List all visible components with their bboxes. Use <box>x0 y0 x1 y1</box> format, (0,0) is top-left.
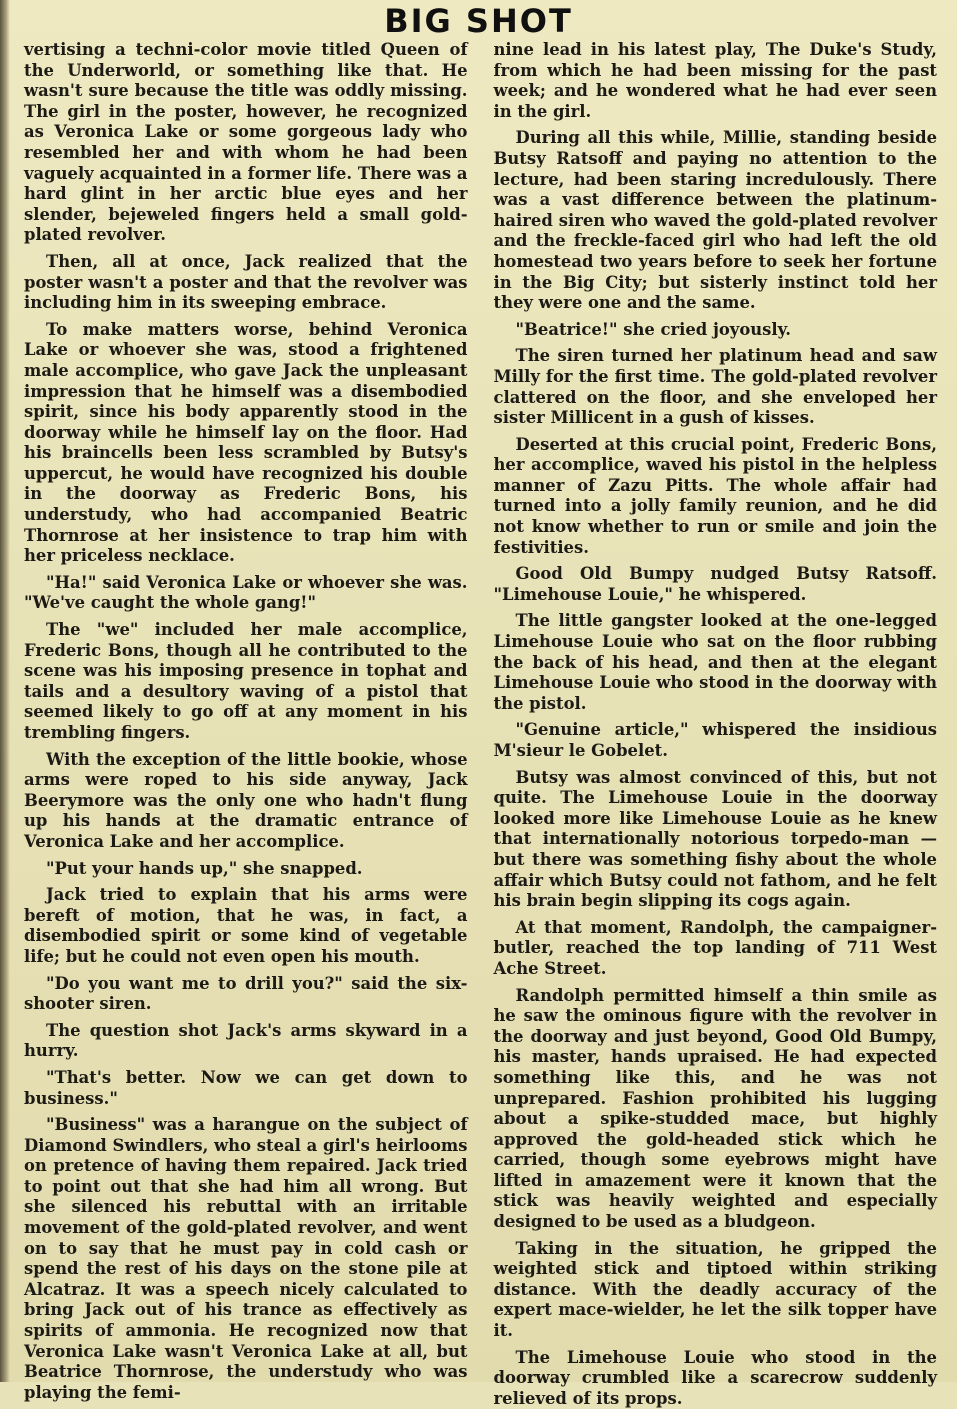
paragraph: Deserted at this crucial point, Frederic Bons, her accomplice, waved his pistol in the helpless manner of Zazu Pitts. The whole affair had turned into a jolly family reunion, and he did not know whether to run or smile and join the festivities. <box>493 434 937 557</box>
page-edge-shadow <box>0 0 10 1382</box>
paragraph: The siren turned her platinum head and saw Milly for the first time. The gold-plated revolver clattered on the floor, and she enveloped her sister Millicent in a gush of kisses. <box>493 346 937 428</box>
paragraph: Good Old Bumpy nudged Butsy Ratsoff. "Limehouse Louie," he whispered. <box>493 564 937 604</box>
paragraph: The question shot Jack's arms skyward in a hurry. <box>24 1020 468 1061</box>
paragraph: "Put your hands up," she snapped. <box>46 858 363 878</box>
right-column <box>493 40 938 1408</box>
page-header <box>0 2 957 40</box>
paragraph: nine lead in his latest play, The Duke's Study, from which he had been missing for the past week; and he wondered what he had ever seen in the girl. <box>493 40 937 121</box>
left-column <box>24 40 468 1402</box>
paragraph: "Beatrice!" she cried joyously. <box>515 319 791 339</box>
paragraph: During all this while, Millie, standing beside Butsy Ratsoff and paying no attention to the lecture, had been staring incredulously. There was a vast difference between the platinum-haired siren who waved the gold-plated revolver and the freckle-faced girl who had left the old homestead two years before to seek her fortune in the Big City; but sisterly instinct told her they were one and the same. <box>493 128 937 313</box>
paragraph: "That's better. Now we can get down to business." <box>24 1067 468 1108</box>
paragraph: "Genuine article," whispered the insidious M'sieur le Gobelet. <box>493 720 937 760</box>
big-shot-logo: BIG SHOT <box>384 2 573 40</box>
paragraph: At that moment, Randolph, the campaigner-butler, reached the top landing of 711 West Ache Street. <box>493 917 937 978</box>
paragraph: Taking in the situation, he gripped the weighted stick and tiptoed within striking distance. With the deadly accuracy of the expert mace-wielder, he let the silk topper have it. <box>493 1238 937 1341</box>
text-columns <box>24 40 937 1408</box>
paragraph: "Do you want me to drill you?" said the six-shooter siren. <box>24 973 468 1014</box>
paragraph: With the exception of the little bookie, whose arms were roped to his side anyway, Jack Beerymore was the only one who hadn't flung up his hands at the dramatic entrance of Veronica Lake and her accomplice. <box>24 749 468 851</box>
paragraph: Randolph permitted himself a thin smile as he saw the ominous figure with the revolver in the doorway and just beyond, Good Old Bumpy, his master, hands upraised. He had expected something like this, and he was not unprepared. Fashion prohibited his lugging about a spike-studded mace, but highly approved the gold-headed stick which he carried, though some eyebrows might have lifted in amazement were it known that the stick was heavily weighted and especially designed to be used as a bludgeon. <box>493 985 937 1232</box>
paragraph: Butsy was almost convinced of this, but not quite. The Limehouse Louie in the doorway looked more like Limehouse Louie as he knew that internationally notorious torpedo-man — but there was something fishy about the whole affair which Butsy could not fathom, and he felt his brain begin slipping its cogs again. <box>493 767 937 911</box>
paragraph: The little gangster looked at the one-legged Limehouse Louie who sat on the floor rubbing the back of his head, and then at the elegant Limehouse Louie who stood in the doorway with the pistol. <box>493 611 937 713</box>
paragraph: vertising a techni-color movie titled Queen of the Underworld, or something like that. He wasn't sure because the title was oddly missing. The girl in the poster, however, he recognized as Veronica Lake or some gorgeous lady who resembled her and with whom he had been vaguely acquainted in a former life. There was a hard glint in her arctic blue eyes and her slender, bejeweled fingers held a small gold-plated revolver. <box>24 40 468 245</box>
paragraph: The Limehouse Louie who stood in the doorway crumbled like a scarecrow suddenly relieved of its props. <box>493 1347 937 1408</box>
paragraph: To make matters worse, behind Veronica Lake or whoever she was, stood a frightened male accomplice, who gave Jack the unpleasant impression that he himself was a disembodied spirit, since his body apparently stood in the doorway while he himself lay on the floor. Had his braincells been less scrambled by Butsy's uppercut, he would have recognized his double in the doorway as Frederic Bons, his understudy, who had accompanied Beatric Thornrose at her insistence to trap him with her priceless necklace. <box>24 319 468 566</box>
paragraph: The "we" included her male accomplice, Frederic Bons, though all he contributed to the scene was his imposing presence in tophat and tails and a desultory waving of a pistol that seemed likely to go off at any moment in his trembling fingers. <box>24 620 468 742</box>
paragraph: Then, all at once, Jack realized that the poster wasn't a poster and that the revolver was including him in its sweeping embrace. <box>24 251 468 313</box>
paragraph: Jack tried to explain that his arms were bereft of motion, that he was, in fact, a disembodied spirit or some kind of vegetable life; but he could not even open his mouth. <box>24 885 468 966</box>
paragraph: "Ha!" said Veronica Lake or whoever she was. "We've caught the whole gang!" <box>24 572 468 613</box>
paragraph: "Business" was a harangue on the subject of Diamond Swindlers, who steal a girl's heirlooms on pretence of having them repaired. Jack tried to point out that she had him all wrong. But she silenced his rebuttal with an irritable movement of the gold-plated revolver, and went on to say that he must pay in cold cash or spend the rest of his days on the stone pile at Alcatraz. It was a speech nicely calculated to bring Jack out of his trance as effectively as spirits of ammonia. He recognized now that Veronica Lake wasn't Veronica Lake at all, but Beatrice Thornrose, the understudy who was playing the femi- <box>24 1115 468 1402</box>
